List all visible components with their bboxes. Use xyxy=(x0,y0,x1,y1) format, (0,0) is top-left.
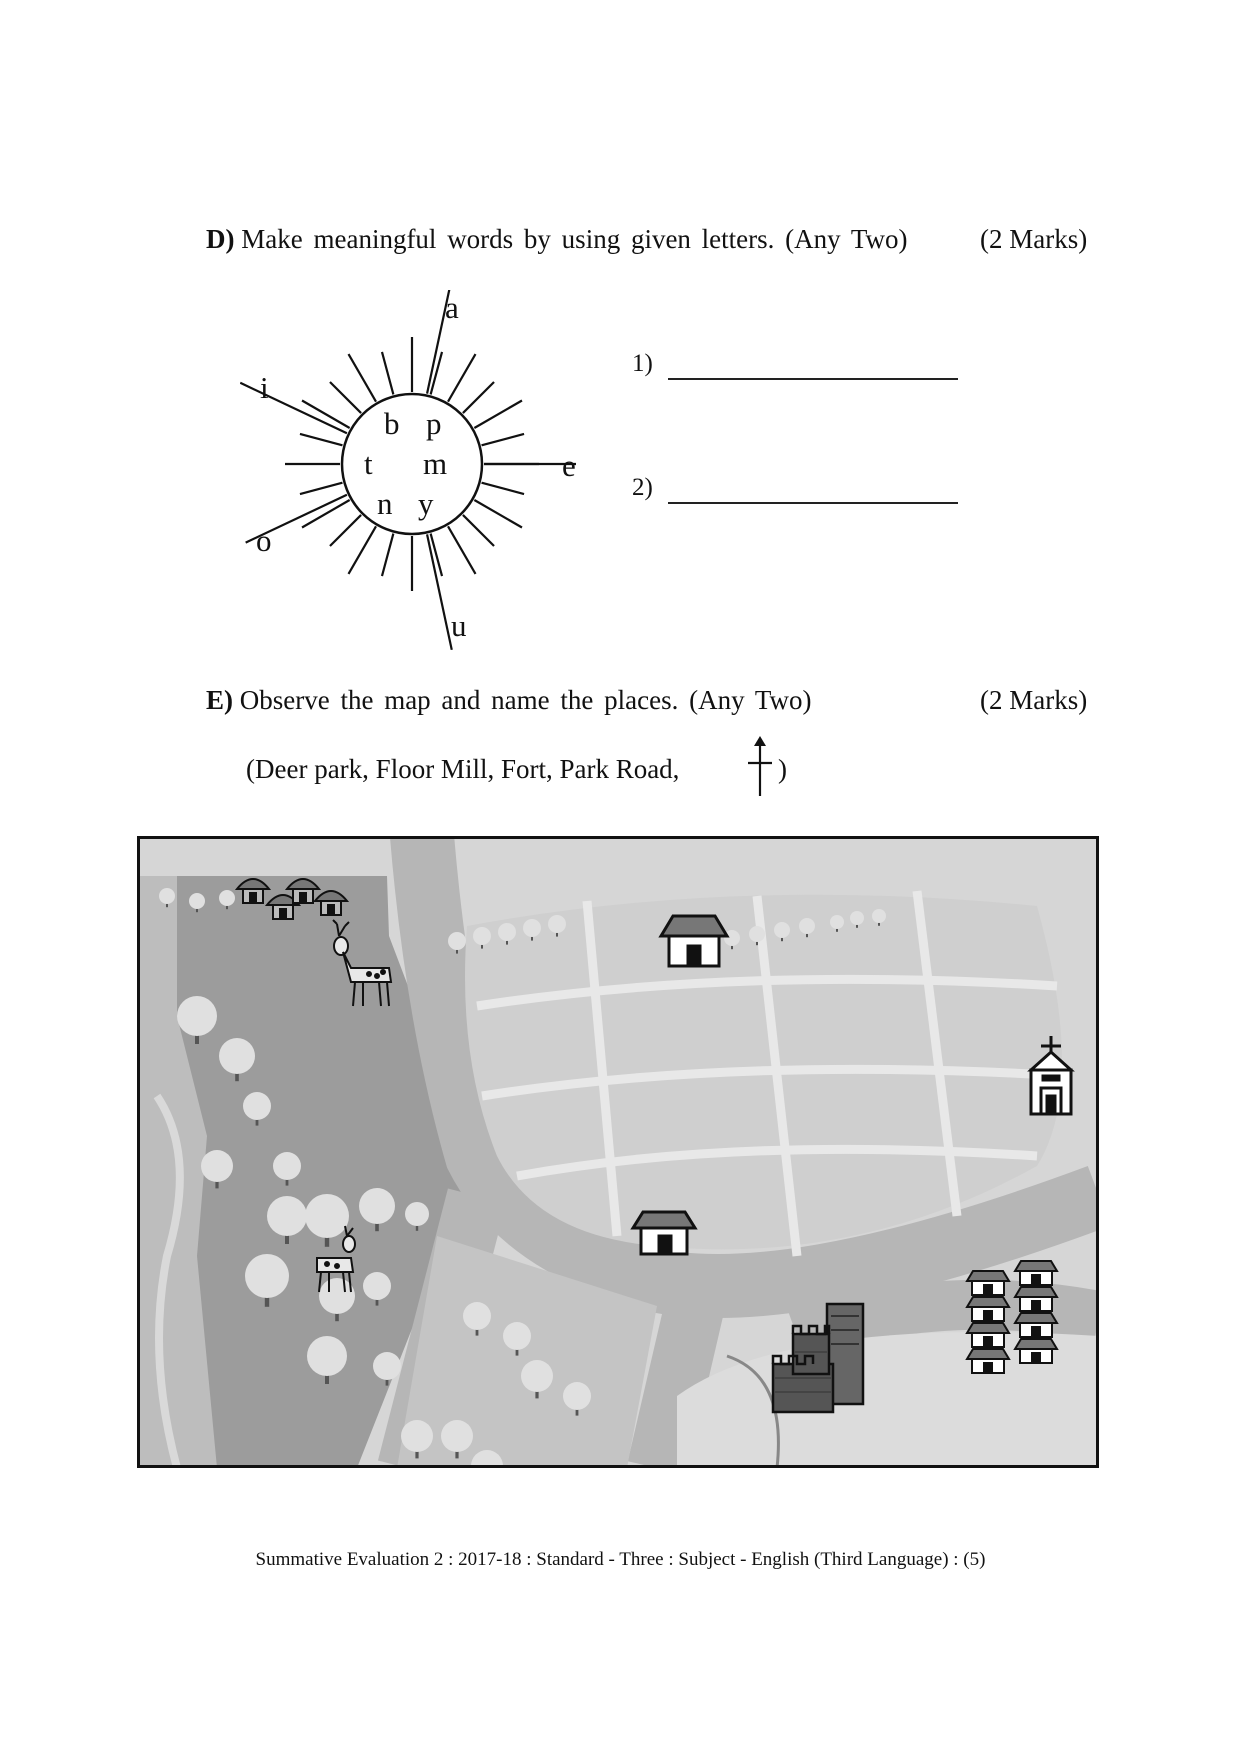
question-d-text: Make meaningful words by using given letters. (Any Two) xyxy=(241,224,908,254)
sun-ray xyxy=(382,352,393,395)
outer-letter-a: a xyxy=(445,290,459,325)
sun-ray xyxy=(474,500,522,528)
question-e-text: Observe the map and name the places. (Any Two) xyxy=(239,685,812,715)
outer-letter-i: i xyxy=(260,370,269,405)
sun-ray xyxy=(300,434,343,445)
answer-line-2[interactable] xyxy=(668,502,958,504)
inner-letter-y: y xyxy=(418,486,434,521)
sun-ray xyxy=(330,382,361,413)
letter-sun-diagram xyxy=(240,290,600,660)
town-map xyxy=(137,836,1099,1468)
inner-letter-n: n xyxy=(377,486,393,521)
sun-ray xyxy=(463,515,494,546)
church-cross-icon xyxy=(747,736,773,798)
small-house-icon xyxy=(1015,1261,1057,1285)
house-icon xyxy=(633,1212,695,1254)
answer-number-2: 2) xyxy=(632,474,653,501)
small-house-icon xyxy=(967,1323,1009,1347)
answer-line-1[interactable] xyxy=(668,378,958,380)
question-e-marks: (2 Marks) xyxy=(980,685,1088,715)
small-house-icon xyxy=(1015,1313,1057,1337)
question-e xyxy=(206,685,811,716)
sun-circle xyxy=(342,394,482,534)
page-footer: Summative Evaluation 2 : 2017-18 : Standard - Three : Subject - English (Third Language) : (5) xyxy=(255,1549,986,1570)
sun-ray xyxy=(482,434,525,445)
sun-ray xyxy=(474,401,522,429)
house-icon xyxy=(661,916,727,966)
outer-letter-e: e xyxy=(562,448,576,483)
inner-letter-m: m xyxy=(423,446,448,481)
sun-ray xyxy=(448,354,476,402)
sun-ray-long xyxy=(427,534,452,649)
sun-ray xyxy=(349,354,377,402)
sun-ray xyxy=(448,526,476,574)
sun-ray xyxy=(349,526,377,574)
question-e-label: E) xyxy=(206,685,233,715)
sun-ray xyxy=(463,382,494,413)
small-house-icon xyxy=(1015,1287,1057,1311)
small-house-icon xyxy=(967,1271,1009,1295)
sun-ray xyxy=(382,534,393,577)
question-e-options xyxy=(246,754,679,785)
inner-letter-b: b xyxy=(384,406,400,441)
small-house-icon xyxy=(967,1297,1009,1321)
outer-letter-o: o xyxy=(256,523,272,558)
outer-letter-u: u xyxy=(451,608,467,643)
inner-letter-t: t xyxy=(364,446,373,481)
answer-number-1: 1) xyxy=(632,350,653,377)
small-house-icon xyxy=(967,1349,1009,1373)
sun-ray xyxy=(482,483,525,494)
question-d xyxy=(206,224,908,255)
question-e-options-close: ) xyxy=(778,754,787,784)
question-d-label: D) xyxy=(206,224,235,254)
sun-ray-long xyxy=(240,383,347,433)
question-e-options-text: (Deer park, Floor Mill, Fort, Park Road, xyxy=(246,754,680,784)
sun-ray xyxy=(300,483,343,494)
sun-ray xyxy=(330,515,361,546)
inner-letter-p: p xyxy=(426,406,442,441)
small-house-icon xyxy=(1015,1339,1057,1363)
question-d-marks: (2 Marks) xyxy=(980,224,1088,254)
